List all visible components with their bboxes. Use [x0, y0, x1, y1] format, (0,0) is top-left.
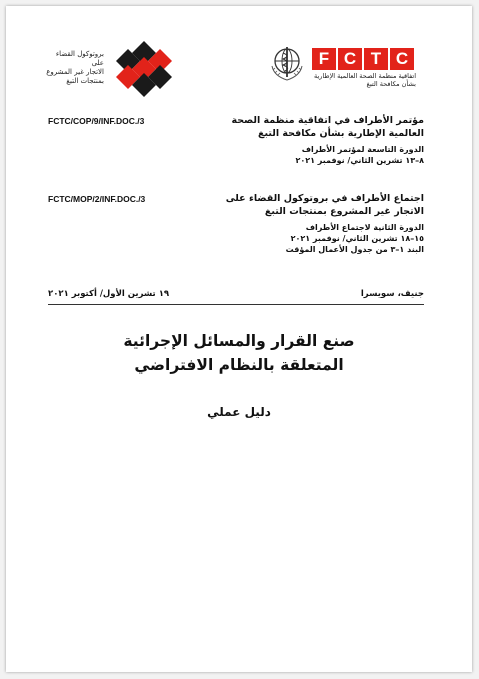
who-emblem-icon: [268, 44, 306, 84]
document-date: ١٩ تشرين الأول/ أكتوبر ٢٠٢١: [48, 289, 170, 299]
cop-document-code: FCTC/COP/9/INF.DOC./3: [48, 116, 145, 126]
document-page: [6, 6, 472, 672]
cop-title-line: العالمية الإطارية بشأن مكافحة التبغ: [258, 128, 424, 139]
mop-document-code: FCTC/MOP/2/INF.DOC./3: [48, 194, 146, 204]
mop-title-line: الاتجار غير المشروع بمنتجات التبغ: [264, 206, 424, 217]
document-subtitle: دليل عملي: [207, 405, 271, 419]
cop-title-line: مؤتمر الأطراف في اتفاقية منظمة الصحة: [231, 115, 424, 126]
mop-title-line: اجتماع الأطراف في بروتوكول القضاء على: [225, 193, 424, 204]
mop-session: الدورة الثانية لاجتماع الأطراف: [305, 223, 424, 232]
fctc-logo-subtitle: [312, 72, 416, 88]
fctc-letter: F: [312, 48, 336, 70]
fctc-letter: C: [390, 48, 414, 70]
cop-header-block: [184, 114, 424, 166]
cop-dates: ٨–١٣ تشرين الثاني/ نوفمبر ٢٠٢١: [295, 156, 424, 165]
protocol-logo: [44, 38, 184, 100]
document-title: [46, 329, 432, 377]
cop-session: الدورة التاسعة لمؤتمر الأطراف: [301, 145, 424, 154]
header-divider: [48, 304, 424, 305]
mop-agenda-item: البند ١–٣ من جدول الأعمال المؤقت: [285, 245, 424, 254]
document-title-line: المتعلقة بالنظام الافتراضي: [134, 356, 344, 374]
document-place: جنيف، سويسرا: [360, 289, 424, 299]
fctc-logo: [268, 42, 438, 102]
fctc-letter: C: [338, 48, 362, 70]
protocol-diamond-logo-icon: [108, 40, 180, 98]
mop-header-block: [184, 192, 424, 255]
protocol-logo-line: بمنتجات التبغ: [66, 77, 104, 85]
fctc-subtitle-line: اتفاقية منظمة الصحة العالمية الإطارية: [313, 72, 416, 80]
mop-dates: ١٥–١٨ تشرين الثاني/ نوفمبر ٢٠٢١: [290, 234, 424, 243]
fctc-letter: T: [364, 48, 388, 70]
document-title-line: صنع القرار والمسائل الإجرائية: [123, 332, 355, 350]
fctc-wordmark: [312, 48, 416, 70]
protocol-logo-text: [44, 50, 104, 86]
protocol-logo-line: الاتجار غير المشروع: [46, 68, 104, 76]
fctc-subtitle-line: بشأن مكافحة التبغ: [366, 80, 416, 88]
protocol-logo-line: بروتوكول القضاء على: [55, 50, 104, 67]
